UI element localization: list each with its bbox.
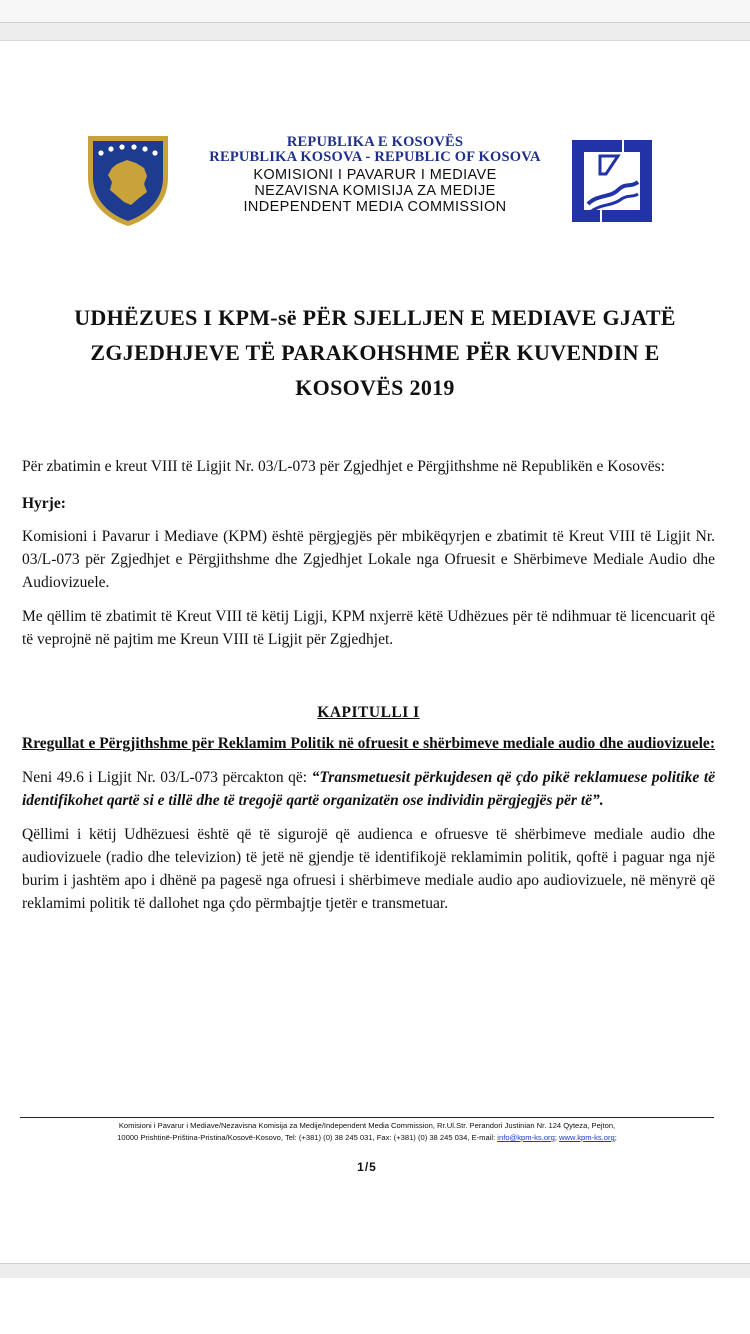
kosovo-coat-of-arms-icon — [84, 132, 172, 228]
footer-address — [20, 1120, 714, 1144]
section-heading: Rregullat e Përgjithshme për Reklamim Politik në ofruesit e shërbimeve mediale audio dhe audiovizuele: — [22, 735, 715, 752]
document-body — [22, 455, 715, 926]
letterhead-republic-sq: REPUBLIKA E KOSOVËS — [286, 134, 464, 150]
preamble-paragraph: Për zbatimin e kreut VIII të Ligjit Nr. 03/L-073 për Zgjedhjet e Përgjithshme në Republikën e Kosovës: — [22, 458, 665, 475]
footer-website-link[interactable]: www.kpm-ks.org — [559, 1133, 615, 1142]
chapter-title: KAPITULLI I — [317, 704, 420, 721]
title-line-2: ZGJEDHJEVE TË PARAKOHSHME PËR KUVENDIN E — [90, 340, 660, 365]
letterhead-republic-sr-en: REPUBLIKA KOSOVA - REPUBLIC OF KOSOVA — [209, 149, 541, 165]
article-intro: Neni 49.6 i Ligjit Nr. 03/L-073 përcakton që: — [22, 769, 312, 786]
document-title — [40, 300, 710, 405]
footer-line-2: 10000 Prishtinë-Priština-Pristina/Kosovë-Kosovo, Tel: (+381) (0) 38 245 031, Fax: (+381) (0) 38 245 034, E-mail: — [117, 1133, 498, 1142]
footer-end: ; — [614, 1133, 617, 1142]
footer-line-1: Komisioni i Pavarur i Mediave/Nezavisna Komisija za Medije/Independent Media Commission, Rr.Ul.Str. Perandori Justinian Nr. 124 Qyteza, Pejton, — [118, 1121, 616, 1130]
footer-divider — [20, 1117, 714, 1118]
title-line-3: KOSOVËS 2019 — [295, 375, 455, 400]
page-number: 1/5 — [357, 1160, 377, 1174]
top-strip — [0, 0, 750, 23]
intro-paragraph-2: Me qëllim të zbatimit të Kreut VIII të këtij Ligji, KPM nxjerrë këtë Udhëzues për të ndihmuar të licencuarit që të veprojnë në pajtim me Kreun VIII të Ligjit për Zgjedhjet. — [22, 608, 715, 648]
footer-email-link[interactable]: info@kpm-ks.org — [497, 1133, 555, 1142]
letterhead-commission-en: INDEPENDENT MEDIA COMMISSION — [243, 199, 507, 215]
letterhead — [180, 135, 570, 215]
letterhead-commission-sr: NEZAVISNA KOMISIJA ZA MEDIJE — [254, 183, 496, 199]
article-paragraph — [22, 766, 715, 812]
footer-separator: ; — [554, 1133, 560, 1142]
letterhead-commission-sq: KOMISIONI I PAVARUR I MEDIAVE — [253, 167, 497, 183]
title-line-1: UDHËZUES I KPM-së PËR SJELLJEN E MEDIAVE GJATË — [74, 305, 676, 330]
purpose-paragraph: Qëllimi i këtij Udhëzuesi është që të sigurojë që audienca e ofruesve të shërbimeve mediale audio dhe audiovizuele (radio dhe televizion) të jetë në gjendje të identifikojë reklamimin politik, qoftë i paguar nga një burim i jashtëm apo i dhënë pa pagesë nga ofruesi i shërbimeve mediale audio apo audiovizuele, në mënyrë që reklamimi politik të dallohet nga çdo përmbajtje tjetër e transmetuar. — [22, 826, 715, 912]
intro-label: Hyrje: — [22, 495, 66, 512]
article-quote: “Transmetuesit përkujdesen që çdo pikë reklamuese politike të identifikohet qartë si e tillë dhe të tregojë qartë organizatën ose individin përgjegjës për të”. — [22, 769, 716, 809]
intro-paragraph-1: Komisioni i Pavarur i Mediave (KPM) është përgjegjës për mbikëqyrjen e zbatimit të Kreut VIII të Ligjit Nr. 03/L-073 për Zgjedhjet e Përgjithshme dhe Zgjedhjet Lokale nga Ofruesit e Shërbimeve Mediale Audio dhe Audiovizuele. — [22, 528, 715, 591]
imc-logo-icon — [566, 134, 658, 228]
bottom-area — [0, 1278, 750, 1334]
